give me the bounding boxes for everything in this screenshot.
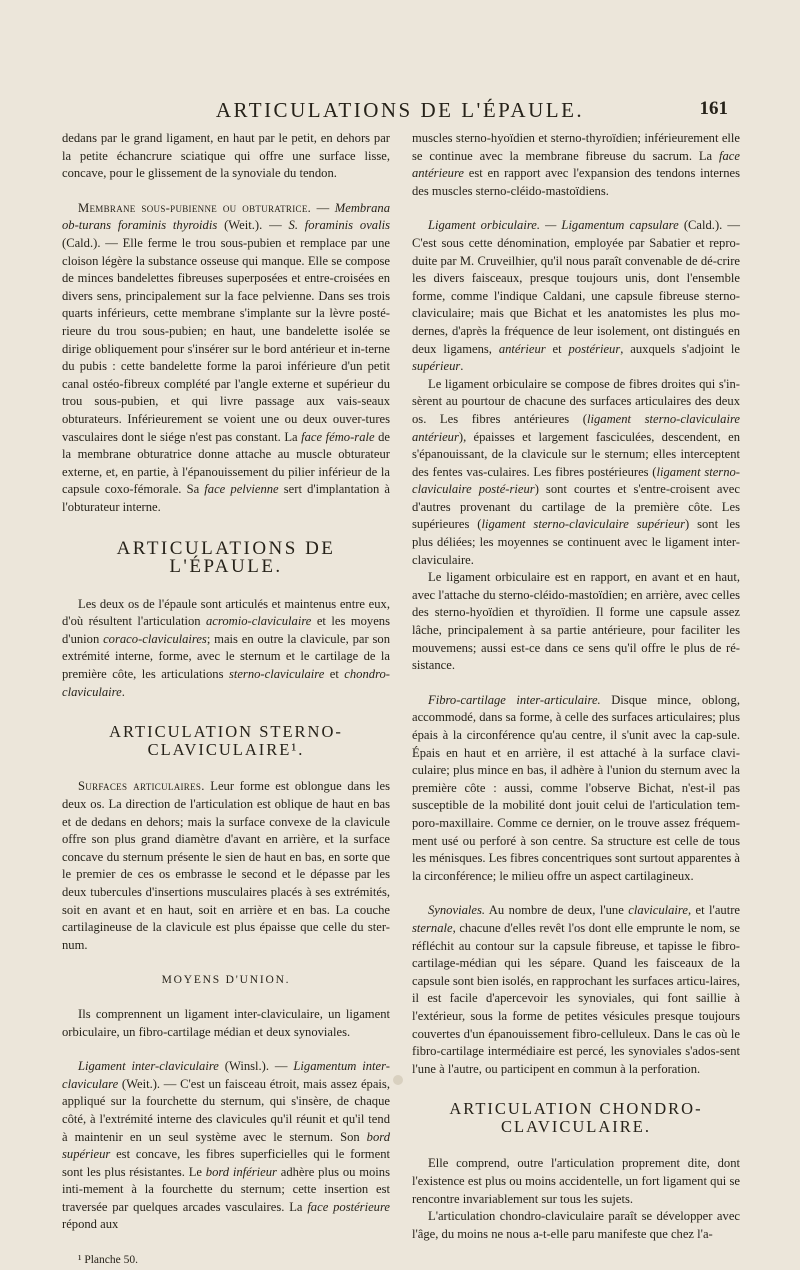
paragraph: Ligament inter-claviculaire (Winsl.). — Ligamentum inter-claviculare (Weit.). — C'est un faisceau étroit, mais assez épais, appliqué sur la fourchette du sternum, qui s'insère, de chaque côté, à l'extrémité interne des clavicules qu'il réunit et qu'il tend à maintenir en un seul système avec le sternum. Son bord supérieur est concave, les fibres superficielles qui le forment sont les plus résistantes. Le bord inférieur adhère plus ou moins inti-mement à la fourchette du sternum; cette insertion est traversée par quelques arcades vasculaires. La face postérieure répond aux (62, 1059, 390, 1232)
paragraph: Le ligament orbiculaire est en rapport, en avant et en haut, avec l'attache du sterno-cléido-mastoïdien; en arrière, avec celles des sterno-hyoïdien et thyroïdien. Il forme une capsule assez lâche, principalement à sa partie antérieure, pour faciliter les mouvemens; aussi est-ce dans ce sens qu'il offre le plus de ré-sistance. (412, 570, 740, 673)
subsection-heading: MOYENS D'UNION. (161, 974, 291, 987)
section-heading: ARTICULATION CHONDRO-CLAVICULAIRE. (449, 1099, 703, 1136)
paragraph: dedans par le grand ligament, en haut par le petit, en dehors par la petite échancrure sciatique qui offre une surface lisse, concave, pour le glissement de la synoviale du tendon. (62, 131, 390, 181)
paragraph: Le ligament orbiculaire se compose de fibres droites qui s'in-sèrent au pourtour de chacune des surfaces articulaires des deux os. Les fibres antérieures (ligament sterno-claviculaire antérieur), épaisses et largement fasciculées, descendent, en s'épanouissant, de la clavicule sur le sternum; elles interceptent des fentes vas-culaires. Les fibres postérieures (ligament sterno-claviculaire posté-rieur) sont courtes et s'entre-croisent avec d'autres provenant du cartilage de la première côte. Les supérieures (ligament sterno-claviculaire supérieur) sont les plus déliées; les moyennes se continuent avec le ligament inter-claviculaire. (412, 376, 740, 567)
paragraph: Fibro-cartilage inter-articulaire. Disque mince, oblong, accommodé, dans sa forme, à celle des surfaces articulaires; plus épais à la circonférence qu'au centre, il s'unit avec la cap-sule. Épais en haut et en arrière, il est attaché à la surface clavi-culaire; plus mince en bas, il adhère à l'union du sternum avec la première côte : aussi, comme l'observe Bichat, n'est-il pas susceptible de la mobilité dont jouit celui de l'articulation tem-poro-maxillaire. Comme ce dernier, on le trouve assez fréquem-ment usé ou perforé à son centre. Sa structure est celle de tous les ménisques. Les fibres concentriques sont surtout apparentes à la circonférence; le milieu offre un aspect cartilagineux. (412, 692, 740, 883)
paragraph: L'articulation chondro-claviculaire paraît se développer avec l'âge, du moins ne nous a-t-elle paru manifeste que chez l'a- (412, 1209, 740, 1241)
running-head (0, 98, 800, 122)
paragraph: Synoviales. Au nombre de deux, l'une claviculaire, et l'autre sternale, chacune d'elles revêt l'os dont elle emprunte le nom, se réfléchit au contour sur la capsule fibreuse, et tapisse le fibro-cartilage-médian qui les sépare. Quand les faisceaux de la capsule sont bien isolés, en rapprochant les surfaces articu-laires, il est facile d'apercevoir les synoviales, qui font saillie à l'extérieur, sous la forme de petites vésicules presque toujours couvertes d'un épanouissement fibro-celluleux. Dans le cas où le fibro-cartilage intermédiaire est percé, les synoviales s'ados-sent l'une à l'autre, ou participent en commun à la perforation. (412, 903, 741, 1076)
section-heading: ARTICULATION STERNO-CLAVICULAIRE¹. (109, 722, 343, 759)
paragraph: Ligament orbiculaire. — Ligamentum capsulare (Cald.). — C'est sous cette dénomination, employée par Sabatier et repro-duite par M. Cruveilhier, qu'il nous paraît convenable de dé-crire les divers faisceaux, presque toujours unis, dont l'ensemble forme, comme l'indique Caldani, une capsule fibreuse sterno-claviculaire; mais que Bichat et les anatomistes les plus mo-dernes, d'après la fréquence de leur isolement, ont distingués en deux ligamens, antérieur et postérieur, auxquels s'adjoint le supérieur. (412, 218, 740, 374)
paragraph: Elle comprend, outre l'articulation proprement dite, dont l'existence est plus ou moins accidentelle, un fort ligament qui se rencontre invariablement sur tous les sujets. (412, 1156, 740, 1206)
footnote: ¹ Planche 50. (78, 1254, 138, 1267)
paragraph: Surfaces articulaires. Leur forme est oblongue dans les deux os. La direction de l'articulation est oblique de haut en bas et de dedans en dehors; mais la surface convexe de la clavicule offre son plus grand diamètre d'avant en arrière, et la surface concave du sternum présente le sien de haut en bas, en sorte que le premier de ces os embrasse le second et le dépasse par les deux tubercules d'insertions musculaires placés à ses extrémités, soit en avant et en haut, soit en arrière et en bas. La couche cartilagineuse de la clavicule est plus épaisse que celle du ster-num. (62, 779, 390, 952)
paragraph: Les deux os de l'épaule sont articulés et maintenus entre eux, d'où résultent l'articulation acromio-claviculaire et les moyens d'union coraco-claviculaires; mais en outre la clavicule, par son extrémité interne, forme, avec le sternum et le cartilage de la première côte, les articulations sterno-claviculaire et chondro-claviculaire. (62, 596, 390, 699)
run-in-heading: Membrane sous-pubienne ou obturatrice. (78, 200, 312, 215)
paragraph: Ils comprennent un ligament inter-claviculaire, un ligament orbiculaire, un fibro-cartilage médian et deux synoviales. (62, 1006, 390, 1039)
paragraph: Membrane sous-pubienne ou obturatrice. — Membrana ob-turans foraminis thyroidis (Weit.). — S. foraminis ovalis (Cald.). — Elle ferme le trou sous-pubien et remplace par une cloison légère la substance osseuse qui manque. Elle se compose de minces bandelettes fibreuses superposées et entre-croisées en divers sens, principalement sur la face pelvienne. Dans ses trois quarts inférieurs, cette membrane s'implante sur la lèvre posté-rieure du trou sous-pubien; en haut, une bandelette isolée se dirige obliquement pour s'insérer sur le bord antérieur et in-terne du pubis : cette bandelette forme la paroi inférieure d'un petit canal ostéo-fibreux complété par l'angle externe et supérieur du trou sous-pubien, et qui livre passage aux vais-seaux obturateurs. Inférieurement se voient une ou deux ouver-tures vasculaires dont le siége n'est pas constant. La face fémo-rale de la membrane obturatrice donne attache au muscle obturateur externe, et, en partie, à l'épanouissement du pilier inférieur de la capsule coxo-fémorale. Sa face pelvienne sert d'implantation à l'obturateur interne. (62, 200, 390, 514)
run-in-heading: Surfaces articulaires. (78, 779, 205, 794)
paragraph: muscles sterno-hyoïdien et sterno-thyroïdien; inférieurement elle se continue avec la membrane fibreuse du sacrum. La face antérieure est en rapport avec l'expansion des tendons internes des muscles sterno-cléido-mastoïdiens. (412, 131, 740, 198)
paper-stain (393, 1075, 403, 1085)
section-heading: ARTICULATIONS DE L'ÉPAULE. (116, 538, 336, 578)
page-number: 161 (699, 98, 728, 119)
left-column (62, 130, 390, 1270)
running-title: ARTICULATIONS DE L'ÉPAULE. (215, 98, 585, 122)
right-column (412, 130, 740, 1243)
